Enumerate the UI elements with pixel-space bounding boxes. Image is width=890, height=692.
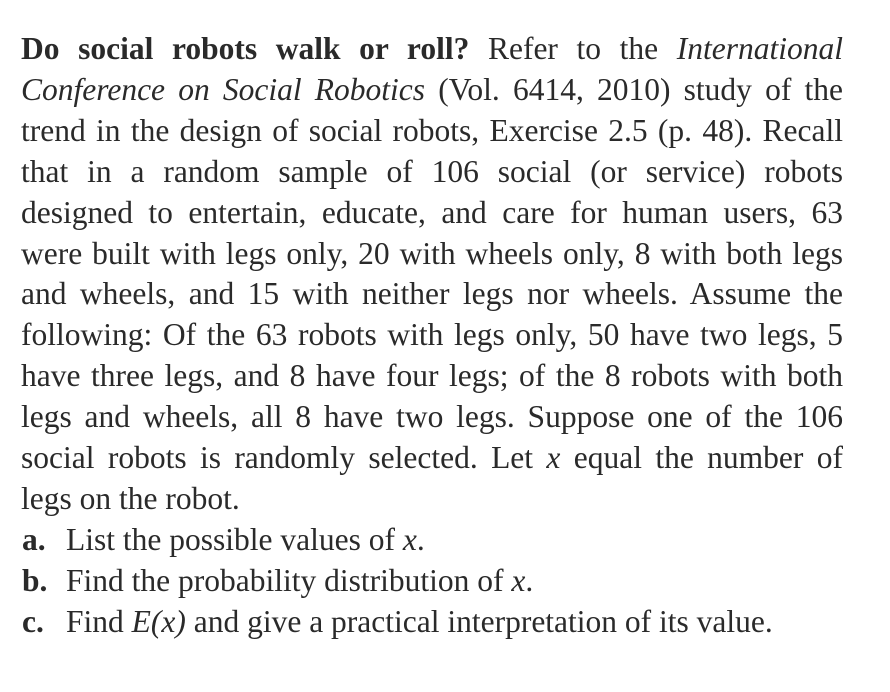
part-a <box>21 520 843 561</box>
part-c-end: and give a practical interpretation of its value. <box>185 603 773 639</box>
part-c-text: Find <box>66 603 132 639</box>
exercise <box>21 29 843 643</box>
exercise-intro <box>21 29 843 520</box>
part-c-letter: c. <box>22 603 44 639</box>
exercise-parts <box>21 520 843 643</box>
intro-text-2: (Vol. 6414, 2010) study of the trend in the design of social robots, Exercise 2.5 (p. 48). Recall that in a random sample of 106 social (or service) robots designed to entertain, educate, and care for human users, 63 were built with legs only, 20 with wheels only, 8 with both legs and wheels, and 15 with neither legs nor wheels. Assume the following: Of the 63 robots with legs only, 50 have two legs, 5 have three legs, and 8 have four legs; of the 8 robots with both legs and wheels, all 8 have two legs. Suppose one of the 106 social robots is randomly selected. Let <box>21 71 843 476</box>
part-b <box>21 561 843 602</box>
part-c <box>21 602 843 643</box>
part-c-expectation: E(x) <box>131 603 186 639</box>
part-b-text: Find the probability distribution of <box>66 562 512 598</box>
part-a-end: . <box>416 521 425 557</box>
part-a-variable: x <box>402 521 417 557</box>
variable-x: x <box>546 440 561 476</box>
journal-name: International Conference on Social Robotics <box>21 31 843 107</box>
intro-text-1: Refer to the <box>469 31 677 66</box>
part-b-end: . <box>525 562 534 598</box>
intro-text-3: equal the number of legs on the robot. <box>21 440 843 516</box>
part-b-letter: b. <box>22 562 48 598</box>
exercise-title: Do social robots walk or roll? <box>21 31 470 66</box>
part-b-variable: x <box>511 562 526 598</box>
part-a-letter: a. <box>22 521 46 557</box>
part-a-text: List the possible values of <box>66 521 403 557</box>
